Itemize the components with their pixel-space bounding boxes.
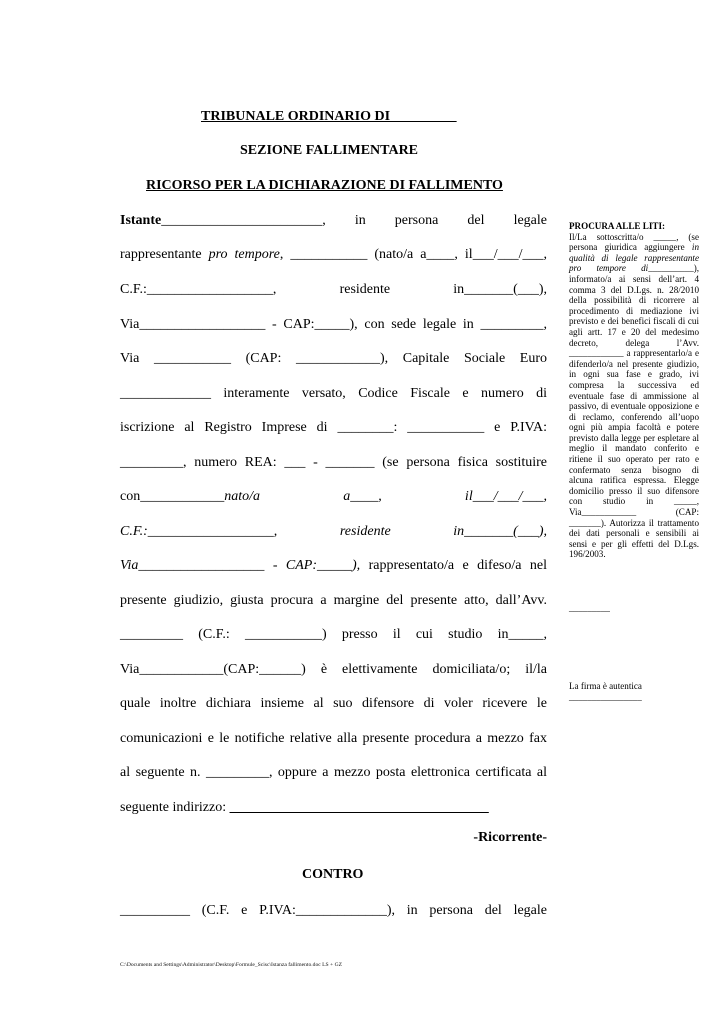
margin-text: Il/La sottoscritta/o _____, (se persona giuridica aggiungere	[569, 231, 699, 253]
margin-italic: in qualità di legale rappresentante pro tempore di__________	[569, 242, 699, 274]
margin-text: ), informato/a ai sensi dell’art. 4 comma 3 del D.Lgs. n. 28/2010 della possibilità di ricorrere al procedimento di mediazione ivi previsto e dei benefici fiscali di cui agli artt. 17 e 20 del medesimo decreto, delega l’Avv. ____________ a rappresentarlo/a e difenderlo/a nel presente giudizio, in ogni sua fase e grado, ivi compresa la successiva ed eventuale fase di ammissione al passivo, di eventuale opposizione e di reclamo, conferendo all’uopo ogni più ampia facoltà e potere previsto dalla legge per espletare al meglio il mandato conferito e ritiene il suo operato per rato e confermato senza bisogno di alcuna ratifica espressa. Elegge domicilio presso il suo difensore con studio in _____, Via____________ (CAP: _______). Autorizza il trattamento dei dati personali e sensibili ai sensi e per gli effetti del D.Lgs. 196/2003.	[569, 263, 699, 560]
istante-rest: _______________________, in persona del legale	[161, 213, 547, 228]
body-line-4: Via__________________ - CAP:_____), con sede legale in _________,	[120, 317, 547, 332]
power-of-attorney-note	[569, 221, 699, 560]
text-span: rappresentato/a e difeso/a nel	[360, 558, 547, 573]
body-line-19: __________ (C.F. e P.IVA:_____________), in persona del legale	[120, 903, 547, 918]
signature-line: _________	[569, 603, 610, 613]
body-line-8: _________, numero REA: ___ - _______ (se persona fisica sostituire	[120, 455, 547, 470]
body-line-6: _____________ interamente versato, Codice Fiscale e numero di	[120, 386, 547, 401]
body-line-7: iscrizione al Registro Imprese di ________: ___________ e P.IVA:	[120, 420, 547, 435]
text-span: con____________	[120, 489, 225, 504]
contro-heading: CONTRO	[302, 867, 364, 882]
section-heading: SEZIONE FALLIMENTARE	[240, 143, 419, 158]
body-line-18	[120, 798, 547, 818]
text-span: seguente indirizzo:	[120, 800, 230, 815]
body-line-9	[120, 487, 547, 507]
body-line-1	[120, 211, 547, 231]
document-title: RICORSO PER LA DICHIARAZIONE DI FALLIMENTO	[146, 178, 503, 193]
italic-span: Via__________________ - CAP:_____),	[120, 558, 361, 573]
body-line-15: quale inoltre dichiara insieme al suo difensore di voler ricevere le	[120, 696, 547, 711]
body-line-11	[120, 556, 547, 576]
body-line-12: presente giudizio, giusta procura a margine del presente atto, dall’Avv.	[120, 593, 547, 608]
email-blank: _____________________________________	[229, 800, 489, 815]
italic-span: residente in_______(___),	[339, 524, 548, 539]
court-heading: TRIBUNALE ORDINARIO DI _________	[201, 109, 457, 124]
body-line-5: Via ___________ (CAP: ____________), Capitale Sociale Euro	[120, 351, 547, 366]
body-line-17: al seguente n. _________, oppure a mezzo posta elettronica certificata al	[120, 765, 547, 780]
authentic-signature-label: La firma è autentica	[569, 681, 642, 691]
italic-span: C.F.:__________________,	[120, 524, 278, 539]
text-span: rappresentante	[120, 247, 209, 262]
body-line-14: Via____________(CAP:______) è elettivamente domiciliata/o; il/la	[120, 662, 547, 677]
italic-span: pro tempore	[208, 247, 280, 262]
body-line-16: comunicazioni e le notifiche relative alla presente procedura a mezzo fax	[120, 731, 547, 746]
file-path-footer: C:\Documents and Settings\Administrator\Desktop\Formule_Scisc\Istanza fallimento.doc LS + GZ	[120, 962, 343, 968]
istante-label: Istante	[120, 213, 162, 228]
ricorrente-label: -Ricorrente-	[473, 830, 547, 845]
body-line-2	[120, 245, 547, 265]
body-line-13: _________ (C.F.: ___________) presso il cui studio in_____,	[120, 627, 547, 642]
italic-span: nato/a a____, il___/___/___,	[224, 489, 547, 504]
body-line-3: C.F.:__________________, residente in_______(___),	[120, 282, 547, 297]
margin-title: PROCURA ALLE LITI:	[569, 221, 666, 231]
authentic-signature-line: ________________	[569, 692, 642, 702]
body-line-10	[120, 522, 547, 542]
text-span: , ___________ (nato/a a____, il___/___/___,	[279, 247, 547, 262]
